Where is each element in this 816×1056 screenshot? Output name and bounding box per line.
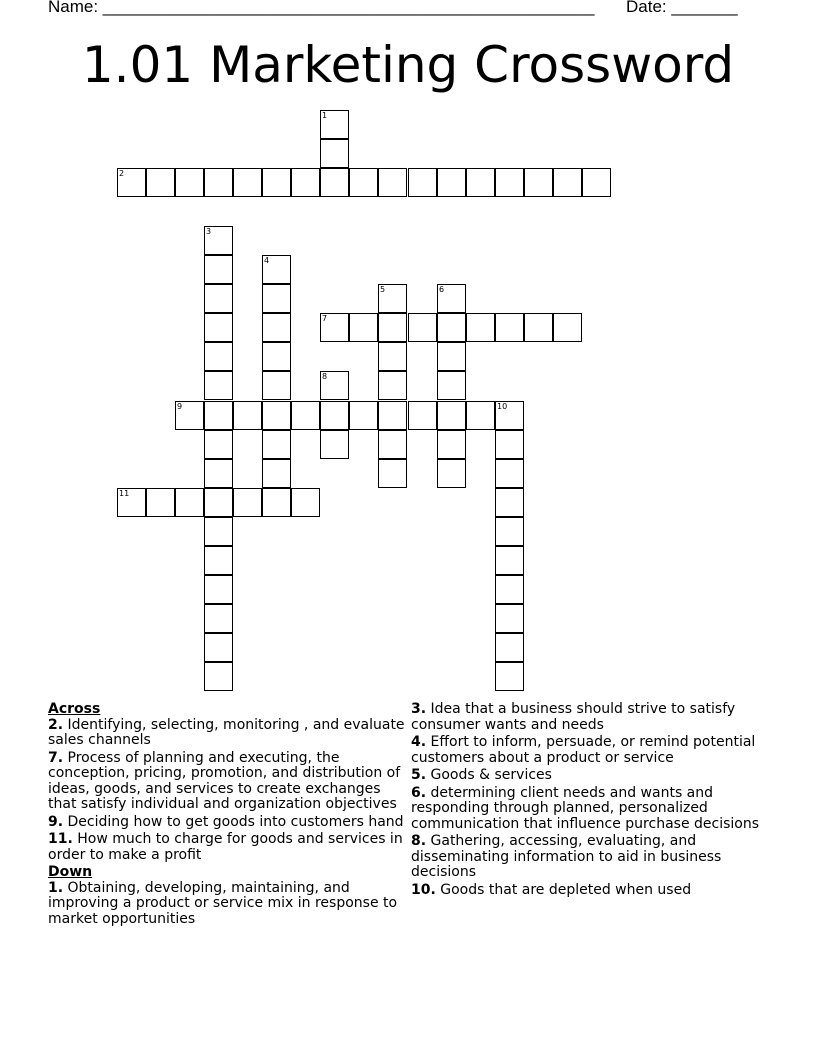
grid-cell[interactable]: [204, 313, 233, 342]
grid-cell[interactable]: [204, 488, 233, 517]
clue-text: Deciding how to get goods into customers hand: [67, 813, 404, 830]
grid-cell[interactable]: [437, 284, 466, 313]
across-heading: Across: [48, 701, 101, 717]
grid-cell[interactable]: [204, 226, 233, 255]
grid-cell[interactable]: [320, 371, 349, 400]
grid-cell[interactable]: [291, 168, 320, 197]
grid-cell[interactable]: [204, 546, 233, 575]
grid-cell[interactable]: [495, 168, 524, 197]
clue-text: Goods & services: [430, 767, 552, 783]
page-title: 1.01 Marketing Crossword: [81, 36, 735, 94]
grid-cell[interactable]: [378, 430, 407, 459]
grid-cell[interactable]: [175, 401, 204, 430]
grid-cell[interactable]: [524, 313, 553, 342]
grid-cell[interactable]: [378, 459, 407, 488]
grid-cell[interactable]: [262, 342, 291, 371]
grid-cell[interactable]: [204, 284, 233, 313]
grid-cell[interactable]: [495, 633, 524, 662]
grid-cell[interactable]: [349, 313, 378, 342]
grid-cell[interactable]: [262, 371, 291, 400]
date-line: Date: _______: [626, 0, 738, 16]
name-line: Name: ____________________________________________________: [48, 0, 595, 16]
grid-cell[interactable]: [204, 430, 233, 459]
grid-cell[interactable]: [349, 168, 378, 197]
clue-text: Effort to inform, persuade, or remind potential customers about a product or service: [411, 734, 756, 766]
grid-cell[interactable]: [291, 488, 320, 517]
clue-text: Idea that a business should strive to satisfy consumer wants and needs: [411, 701, 736, 733]
grid-cell[interactable]: [262, 284, 291, 313]
grid-cell[interactable]: [437, 342, 466, 371]
grid-cell[interactable]: [320, 168, 349, 197]
grid-cell[interactable]: [378, 371, 407, 400]
clue-number: 2.: [48, 716, 64, 733]
grid-cell[interactable]: [117, 488, 146, 517]
cell-number: 6: [439, 285, 445, 294]
grid-cell[interactable]: [378, 342, 407, 371]
grid-cell[interactable]: [408, 313, 437, 342]
grid-cell[interactable]: [204, 168, 233, 197]
clue-number: 6.: [411, 784, 427, 801]
grid-cell[interactable]: [495, 401, 524, 430]
grid-cell[interactable]: [204, 662, 233, 691]
grid-cell[interactable]: [204, 371, 233, 400]
clue-down-6: [411, 786, 781, 833]
clue-down-3: [411, 702, 781, 733]
grid-cell[interactable]: [466, 168, 495, 197]
grid-cell[interactable]: [495, 430, 524, 459]
grid-cell[interactable]: [495, 459, 524, 488]
grid-cell[interactable]: [204, 517, 233, 546]
grid-cell[interactable]: [495, 662, 524, 691]
clue-down-8: [411, 834, 781, 881]
clue-number: 7.: [48, 749, 64, 766]
grid-cell[interactable]: [175, 168, 204, 197]
grid-cell[interactable]: [437, 313, 466, 342]
clue-across-9: [48, 815, 408, 831]
grid-cell[interactable]: [262, 488, 291, 517]
cell-number: 11: [119, 489, 130, 498]
clue-text: Obtaining, developing, maintaining, and improving a product or service mix in response to market opportunities: [48, 879, 398, 927]
clue-number: 3.: [411, 701, 427, 717]
clue-down-10: [411, 883, 781, 899]
grid-cell[interactable]: [582, 168, 611, 197]
cell-number: 5: [380, 285, 386, 294]
grid-cell[interactable]: [524, 168, 553, 197]
clue-number: 11.: [48, 831, 73, 847]
clue-text: Process of planning and executing, the conception, pricing, promotion, and distribution of ideas, goods, and services to create exchanges that satisfy individual and organization objectives: [48, 749, 401, 812]
clue-across-7: [48, 751, 408, 813]
grid-cell[interactable]: [466, 313, 495, 342]
grid-cell[interactable]: [378, 284, 407, 313]
grid-cell[interactable]: [553, 313, 582, 342]
grid-cell[interactable]: [204, 633, 233, 662]
grid-cell[interactable]: [408, 401, 437, 430]
clue-number: 10.: [411, 881, 436, 898]
grid-cell[interactable]: [437, 401, 466, 430]
cell-number: 10: [497, 402, 508, 411]
clue-text: Goods that are depleted when used: [440, 881, 692, 898]
grid-cell[interactable]: [146, 168, 175, 197]
cell-number: 9: [177, 402, 183, 411]
grid-cell[interactable]: [437, 168, 466, 197]
grid-cell[interactable]: [320, 430, 349, 459]
cell-number: 2: [119, 169, 125, 178]
grid-cell[interactable]: [320, 139, 349, 168]
cell-number: 8: [322, 372, 328, 381]
grid-cell[interactable]: [204, 604, 233, 633]
grid-cell[interactable]: [466, 401, 495, 430]
clue-number: 9.: [48, 813, 64, 830]
clues-column-left: [48, 702, 408, 929]
grid-cell[interactable]: [437, 459, 466, 488]
grid-cell[interactable]: [320, 401, 349, 430]
grid-cell[interactable]: [320, 313, 349, 342]
grid-cell[interactable]: [437, 430, 466, 459]
grid-cell[interactable]: [378, 313, 407, 342]
grid-cell[interactable]: [378, 168, 407, 197]
clue-across-2: [48, 718, 408, 749]
down-heading: Down: [48, 864, 93, 880]
cell-number: 1: [322, 111, 328, 120]
clue-across-11: [48, 832, 408, 863]
clue-text: Gathering, accessing, evaluating, and disseminating information to aid in business decisions: [411, 833, 722, 880]
clue-number: 8.: [411, 833, 427, 849]
grid-cell[interactable]: [495, 517, 524, 546]
grid-cell[interactable]: [408, 168, 437, 197]
grid-cell[interactable]: [495, 546, 524, 575]
clue-number: 4.: [411, 734, 427, 750]
grid-cell[interactable]: [495, 488, 524, 517]
grid-cell[interactable]: [495, 575, 524, 604]
clue-down-5: [411, 768, 781, 784]
grid-cell[interactable]: [553, 168, 582, 197]
grid-cell[interactable]: [262, 459, 291, 488]
grid-cell[interactable]: [320, 110, 349, 139]
grid-cell[interactable]: [291, 401, 320, 430]
clues-column-right: [411, 702, 781, 900]
grid-cell[interactable]: [233, 401, 262, 430]
grid-cell[interactable]: [204, 255, 233, 284]
clue-number: 1.: [48, 879, 64, 896]
grid-cell[interactable]: [204, 342, 233, 371]
grid-cell[interactable]: [262, 430, 291, 459]
grid-cell[interactable]: [262, 255, 291, 284]
clue-down-1: [48, 881, 408, 928]
grid-cell[interactable]: [204, 401, 233, 430]
grid-cell[interactable]: [175, 488, 204, 517]
grid-cell[interactable]: [495, 313, 524, 342]
grid-cell[interactable]: [378, 401, 407, 430]
grid-cell[interactable]: [349, 401, 378, 430]
grid-cell[interactable]: [117, 168, 146, 197]
grid-cell[interactable]: [262, 401, 291, 430]
grid-cell[interactable]: [262, 313, 291, 342]
grid-cell[interactable]: [146, 488, 175, 517]
clue-text: Identifying, selecting, monitoring , and evaluate sales channels: [48, 716, 405, 748]
clue-text: determining client needs and wants and responding through planned, personalized communication that influence purchase decisions: [411, 784, 760, 832]
cell-number: 7: [322, 314, 328, 323]
grid-cell[interactable]: [233, 168, 262, 197]
clue-text: How much to charge for goods and services in order to make a profit: [48, 831, 403, 863]
grid-cell[interactable]: [262, 168, 291, 197]
cell-number: 3: [206, 227, 212, 236]
clue-number: 5.: [411, 767, 427, 783]
grid-cell[interactable]: [495, 604, 524, 633]
grid-cell[interactable]: [204, 575, 233, 604]
grid-cell[interactable]: [204, 459, 233, 488]
clue-down-4: [411, 735, 781, 766]
grid-cell[interactable]: [437, 371, 466, 400]
cell-number: 4: [264, 256, 270, 265]
grid-cell[interactable]: [233, 488, 262, 517]
